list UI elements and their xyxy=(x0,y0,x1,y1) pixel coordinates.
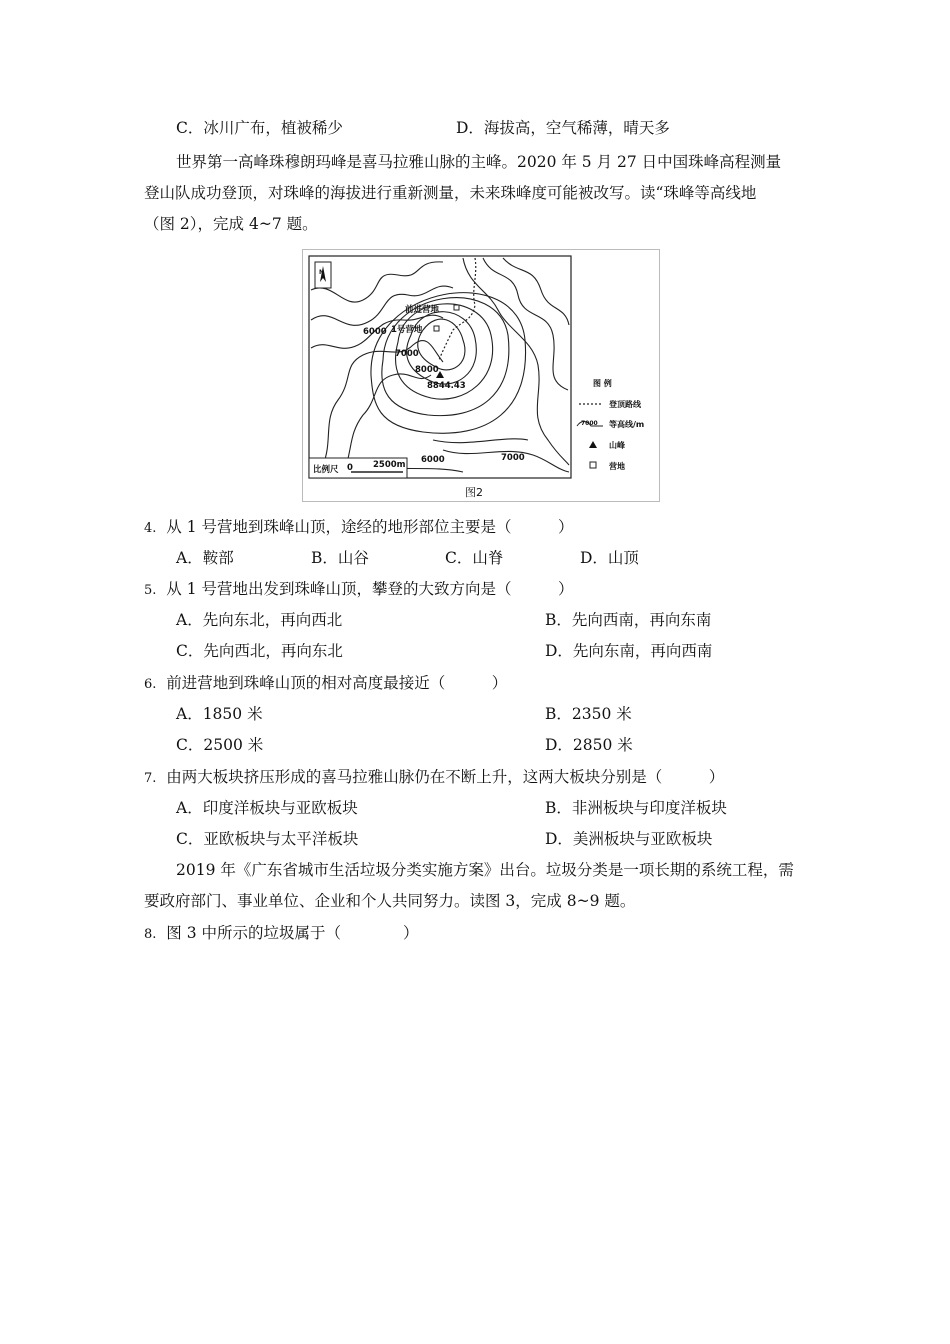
scale-distance: 2500m xyxy=(373,460,406,470)
legend-camp-icon xyxy=(590,462,596,468)
option-c[interactable]: C．先向西北，再向东北 xyxy=(176,642,343,660)
option-c[interactable]: C．亚欧板块与太平洋板块 xyxy=(176,830,359,848)
legend-route: 登顶路线 xyxy=(609,400,641,409)
question-stem: 由两大板块挤压形成的喜马拉雅山脉仍在不断上升，这两大板块分别是（ ） xyxy=(166,768,725,786)
question-6 xyxy=(144,672,507,696)
option-a[interactable]: A．1850 米 xyxy=(176,705,263,723)
question-stem: 从 1 号营地出发到珠峰山顶，攀登的大致方向是（ ） xyxy=(166,580,574,598)
passage-line: 登山队成功登顶，对珠峰的海拔进行重新测量，未来珠峰度可能被改写。读“珠峰等高线地 xyxy=(144,184,757,202)
north-label: N xyxy=(319,269,325,276)
scale-zero: 0 xyxy=(347,463,353,473)
option-b[interactable]: B．2350 米 xyxy=(545,705,632,723)
peak-elevation-label: 8844.43 xyxy=(427,381,466,391)
question-number: 4. xyxy=(144,521,157,536)
legend-peak: 山峰 xyxy=(609,441,625,450)
legend-camp: 营地 xyxy=(609,462,625,471)
option-d[interactable]: D．山顶 xyxy=(580,549,639,567)
question-8 xyxy=(144,922,418,946)
legend-peak-icon xyxy=(589,441,597,448)
camp1-marker xyxy=(434,326,439,331)
question-stem: 图 3 中所示的垃圾属于（ ） xyxy=(166,924,419,942)
advance-camp-marker xyxy=(454,305,459,310)
advance-camp-label: 前进营地 xyxy=(405,305,440,315)
option-d[interactable]: D．先向东南，再向西南 xyxy=(545,642,713,660)
passage-line: （图 2），完成 4~7 题。 xyxy=(144,215,318,233)
camp1-label: 1号营地 xyxy=(391,325,423,335)
contour-label: 8000 xyxy=(415,365,439,375)
passage-line: 世界第一高峰珠穆朗玛峰是喜马拉雅山脉的主峰。2020 年 5 月 27 日中国珠峰高程测量 xyxy=(176,153,782,171)
option-c-prev: C．冰川广布，植被稀少 xyxy=(176,119,343,137)
option-d[interactable]: D．美洲板块与亚欧板块 xyxy=(545,830,713,848)
option-b[interactable]: B．先向西南，再向东南 xyxy=(545,611,712,629)
option-a[interactable]: A．先向东北，再向西北 xyxy=(176,611,343,629)
contour-label: 6000 xyxy=(421,455,445,465)
option-b[interactable]: B．非洲板块与印度洋板块 xyxy=(545,799,727,817)
option-a[interactable]: A．印度洋板块与亚欧板块 xyxy=(176,799,358,817)
passage-line: 2019 年《广东省城市生活垃圾分类实施方案》出台。垃圾分类是一项长期的系统工程，需 xyxy=(176,861,794,879)
figure-caption: 图2 xyxy=(465,486,483,499)
passage-line: 要政府部门、事业单位、企业和个人共同努力。读图 3，完成 8~9 题。 xyxy=(144,892,636,910)
contour-label: 7000 xyxy=(501,453,525,463)
option-c[interactable]: C．2500 米 xyxy=(176,736,264,754)
contour-label: 6000 xyxy=(363,327,387,337)
option-d-prev: D．海拔高，空气稀薄，晴天多 xyxy=(456,119,670,137)
question-number: 7. xyxy=(144,771,157,786)
contour-label: 7000 xyxy=(395,349,419,359)
option-a[interactable]: A．鞍部 xyxy=(176,549,234,567)
question-stem: 从 1 号营地到珠峰山顶，途经的地形部位主要是（ ） xyxy=(166,518,574,536)
question-5 xyxy=(144,578,573,602)
scale-label: 比例尺 xyxy=(313,465,339,475)
question-number: 8. xyxy=(144,927,157,942)
contour-map-figure xyxy=(302,249,660,502)
question-number: 5. xyxy=(144,583,157,598)
question-number: 6. xyxy=(144,677,157,692)
option-c[interactable]: C．山脊 xyxy=(445,549,504,567)
contour-lines xyxy=(311,258,569,475)
legend-contour-value: 7000 xyxy=(581,420,598,427)
question-stem: 前进营地到珠峰山顶的相对高度最接近（ ） xyxy=(166,674,508,692)
question-4 xyxy=(144,516,573,540)
question-7 xyxy=(144,766,724,790)
option-d[interactable]: D．2850 米 xyxy=(545,736,633,754)
option-b[interactable]: B．山谷 xyxy=(311,549,369,567)
legend-title: 图 例 xyxy=(593,379,612,388)
legend-contour: 等高线/m xyxy=(609,420,645,429)
